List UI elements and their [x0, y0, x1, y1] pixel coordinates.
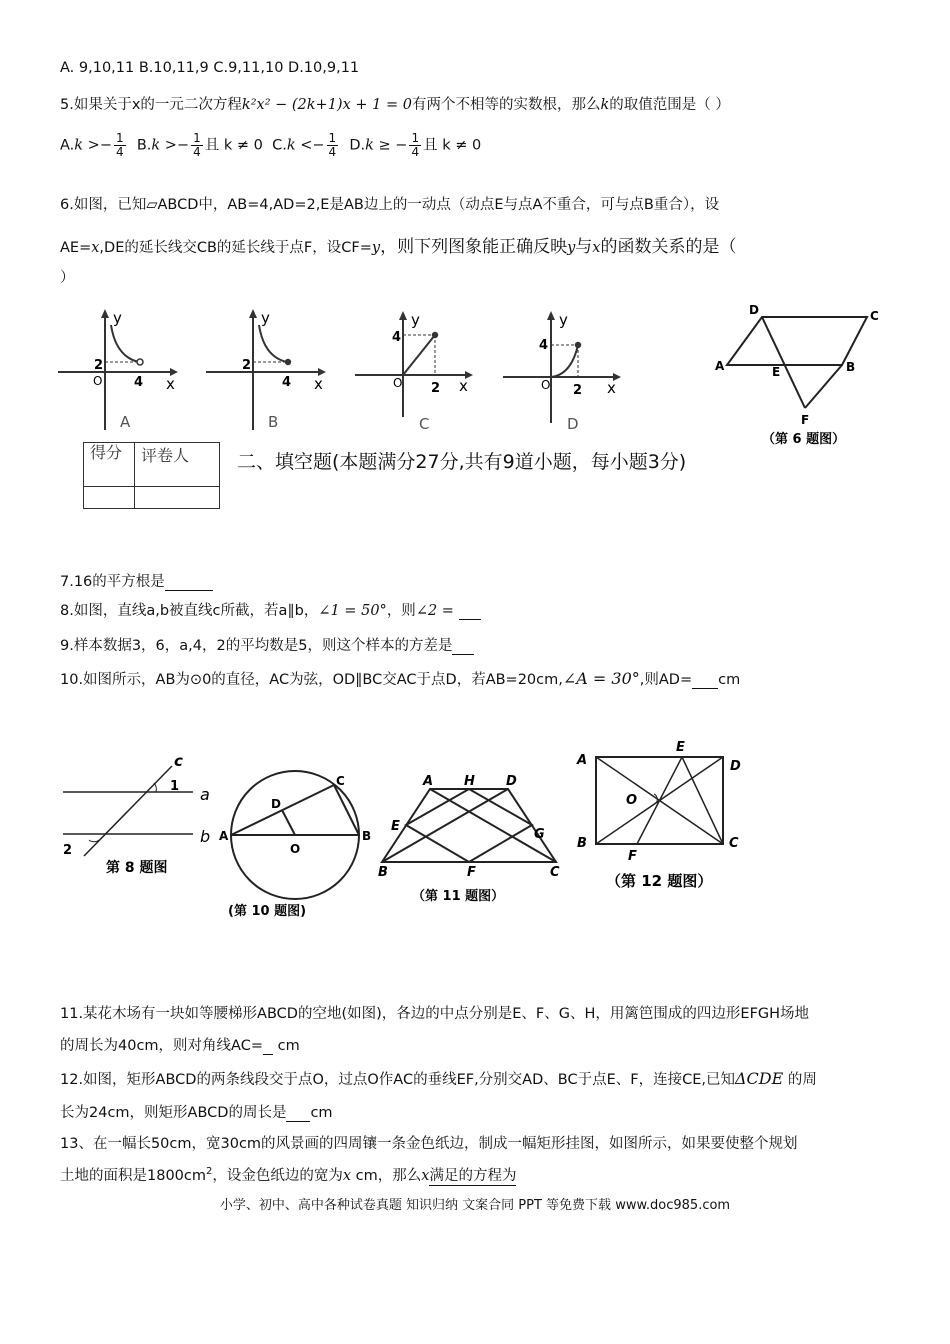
option-b-label: B. [136, 137, 152, 154]
option-a-expr: k >− [74, 137, 112, 154]
q12-answer-blank[interactable] [286, 1105, 310, 1122]
q11-text: 的周长为40cm，则对角线AC= [60, 1038, 263, 1054]
q9 [60, 634, 474, 655]
q9-answer-blank[interactable] [452, 638, 474, 655]
q6-text-b: ,DE的延长线交CB的延长线于点F，设CF= [99, 240, 372, 256]
tick-4: 4 [392, 330, 402, 345]
option-c-fraction: $\frac{1}{4}$ [328, 131, 337, 159]
label-A: A [577, 753, 588, 768]
q6-text-a: AE= [60, 240, 92, 256]
q11-line1: 11.某花木场有一块如等腰梯形ABCD的空地(如图)，各边的中点分别是E、F、G、H，用篱笆围成的四边形EFGH场地 [60, 1006, 810, 1022]
option-d-fraction: $\frac{1}{4}$ [411, 131, 420, 159]
figure-11-caption: （第 11 题图） [412, 889, 505, 904]
label-F: F [801, 413, 810, 427]
q8 [60, 599, 481, 620]
axis-y: y [261, 309, 270, 327]
q10-text-a: 10.如图所示，AB为⊙0的直径，AC为弦，OD∥BC交AC于点D，若AB=20cm, [60, 672, 563, 688]
q13-line2 [60, 1164, 516, 1186]
grader-cell[interactable] [135, 487, 220, 509]
option-c-expr: k <− [286, 137, 325, 154]
q5-suffix: 的取值范围是（ ） [609, 97, 730, 113]
label-B: B [378, 865, 388, 880]
q10 [60, 668, 740, 689]
q5-options [60, 132, 481, 159]
label-H: H [464, 774, 475, 789]
var-y: y [371, 240, 381, 256]
graph-b [206, 305, 336, 435]
line-c-label: c [174, 752, 183, 770]
axis-x: x [166, 375, 175, 393]
q12-line1 [60, 1068, 817, 1089]
grader-header: 评卷人 [135, 443, 220, 487]
q12-text-b: 的周 [787, 1072, 817, 1088]
axis-x: x [459, 377, 468, 395]
label-E: E [772, 365, 781, 379]
label-C: C [550, 865, 560, 880]
q10-unit: cm [718, 672, 741, 688]
tick-2: 2 [94, 358, 104, 373]
q11-answer-blank[interactable] [263, 1038, 273, 1055]
option-a-label: A. [60, 137, 75, 154]
option-b-tail: 且 k ≠ 0 [204, 137, 263, 154]
q6-line3: ） [60, 270, 75, 286]
origin: O [93, 374, 103, 388]
figure-10-caption: (第 10 题图) [228, 904, 307, 919]
label-D: D [749, 303, 759, 317]
score-table [83, 442, 220, 509]
q8-angle2: ∠2 = [415, 603, 454, 619]
q6-text-e: 的函数关系的是（ [600, 237, 737, 257]
graph-label: B [268, 413, 279, 431]
label-E: E [391, 819, 400, 834]
tick-4: 4 [282, 375, 292, 390]
q11-unit: cm [273, 1038, 300, 1054]
angle-1-label: 1 [170, 779, 180, 794]
q5-prefix: 5.如果关于x的一元二次方程 [60, 97, 242, 113]
q12-unit: cm [310, 1105, 333, 1121]
q13-line1: 13、在一幅长50cm，宽30cm的风景画的四周镶一条金色纸边，制成一幅矩形挂图，如图所示，如果要使整个规划 [60, 1136, 798, 1152]
label-F: F [467, 865, 476, 880]
tick-2: 2 [573, 383, 583, 398]
option-d-tail: 且 k ≠ 0 [423, 137, 482, 154]
label-O: O [626, 793, 638, 808]
label-C: C [870, 309, 879, 323]
figure-12 [572, 737, 762, 897]
q11-line2 [60, 1034, 300, 1055]
label-A: A [423, 774, 434, 789]
q6-text-d: 与 [575, 237, 593, 257]
q10-text-b: ,则AD= [639, 672, 693, 688]
q5-question [60, 93, 730, 114]
var-x: x [421, 1168, 430, 1184]
q6-text-c: ，则下列图象能正确反映 [380, 237, 568, 257]
q12-text-a: 12.如图，矩形ABCD的两条线段交于点O，过点O作AC的垂线EF,分别交AD、BC于点E、F，连接CE,已知 [60, 1072, 735, 1088]
tick-4: 4 [539, 338, 549, 353]
label-D: D [271, 797, 281, 811]
label-C: C [336, 774, 345, 788]
option-a-fraction: $\frac{1}{4}$ [115, 131, 124, 159]
axis-y: y [559, 311, 568, 329]
label-A: A [715, 359, 725, 373]
origin: O [541, 378, 551, 392]
q5-var: k [600, 97, 610, 113]
label-G: G [534, 827, 545, 842]
option-d-label: D. [349, 137, 366, 154]
q9-text: 9.样本数据3，6，a,4，2的平均数是5，则这个样本的方差是 [60, 638, 453, 654]
q8-angle1: ∠1 = 50° [318, 603, 387, 619]
label-D: D [506, 774, 517, 789]
q12-triangle: ΔCDE [734, 1069, 784, 1088]
option-d-expr: k ≥ − [365, 137, 408, 154]
label-C: C [729, 836, 739, 851]
axis-y: y [113, 309, 122, 327]
figure-6-caption: （第 6 题图） [762, 432, 846, 447]
label-F: F [628, 849, 637, 864]
q6-line1: 6.如图，已知▱ABCD中，AB=4,AD=2,E是AB边上的一动点（动点E与点A不重合，可与点B重合），设 [60, 197, 720, 213]
label-A: A [219, 829, 229, 843]
option-b-fraction: $\frac{1}{4}$ [193, 131, 201, 159]
label-B: B [846, 360, 856, 374]
graph-a [58, 305, 188, 435]
section-2-title: 二、填空题(本题满分27分,共有9道小题，每小题3分) [237, 451, 687, 473]
angle-2-label: 2 [63, 843, 73, 858]
q5-middle: 有两个不相等的实数根，那么 [411, 97, 601, 113]
label-O: O [290, 842, 301, 856]
label-B: B [577, 836, 587, 851]
q6-line2 [60, 232, 736, 257]
var-x: x [592, 240, 601, 256]
q4-options: A. 9,10,11 B.10,11,9 C.9,11,10 D.10,9,11 [60, 60, 360, 76]
graph-label: D [567, 415, 579, 433]
q10-angle: ∠A = 30° [562, 669, 640, 688]
graph-label: A [120, 413, 131, 431]
tick-4: 4 [134, 375, 144, 390]
q8-answer-blank[interactable] [459, 603, 481, 620]
figure-8-caption: 第 8 题图 [106, 860, 168, 876]
q10-answer-blank[interactable] [692, 672, 718, 689]
graph-d [503, 305, 633, 435]
label-D: D [730, 759, 741, 774]
option-c-label: C. [272, 137, 287, 154]
var-x: x [342, 1168, 352, 1184]
tick-2: 2 [242, 358, 252, 373]
label-B: B [362, 829, 372, 843]
q13-superscript: 2 [206, 1166, 213, 1178]
q7-answer-blank[interactable] [165, 574, 213, 591]
score-cell[interactable] [84, 487, 135, 509]
label-E: E [676, 740, 685, 755]
q5-equation: k²x² − (2k+1)x + 1 = 0 [241, 97, 412, 113]
axis-x: x [607, 379, 616, 397]
figure-6 [712, 300, 892, 450]
graph-c [355, 305, 485, 435]
q7-text: 7.16的平方根是 [60, 574, 165, 590]
q8-text-b: ，则 [386, 603, 416, 619]
option-b-expr: k >− [151, 137, 190, 154]
q8-text-a: 8.如图，直线a,b被直线c所截，若a∥b， [60, 603, 319, 619]
origin: O [393, 376, 403, 390]
q13-text-d: 满足的方程为 [429, 1164, 516, 1186]
q7 [60, 570, 213, 591]
figure-8 [58, 752, 223, 882]
q12-line2 [60, 1101, 333, 1122]
q13-text-a: 土地的面积是1800cm [60, 1168, 206, 1184]
var-x: x [91, 240, 100, 256]
tick-2: 2 [431, 381, 441, 396]
q13-text-c: cm，那么 [351, 1168, 422, 1184]
line-a-label: a [200, 785, 210, 804]
line-b-label: b [200, 827, 211, 846]
graph-label: C [419, 415, 430, 433]
figure-12-caption: （第 12 题图） [606, 872, 713, 890]
axis-x: x [314, 375, 323, 393]
figure-11 [376, 772, 566, 912]
var-y: y [567, 240, 576, 256]
score-header: 得分 [84, 443, 135, 487]
page-footer: 小学、初中、高中各种试卷真题 知识归纳 文案合同 PPT 等免费下载 www.doc985.com [219, 1198, 731, 1213]
q13-text-b: ，设金色纸边的宽为 [212, 1168, 343, 1184]
axis-y: y [411, 311, 420, 329]
figure-10 [219, 752, 382, 922]
q12-text: 长为24cm，则矩形ABCD的周长是 [60, 1105, 287, 1121]
